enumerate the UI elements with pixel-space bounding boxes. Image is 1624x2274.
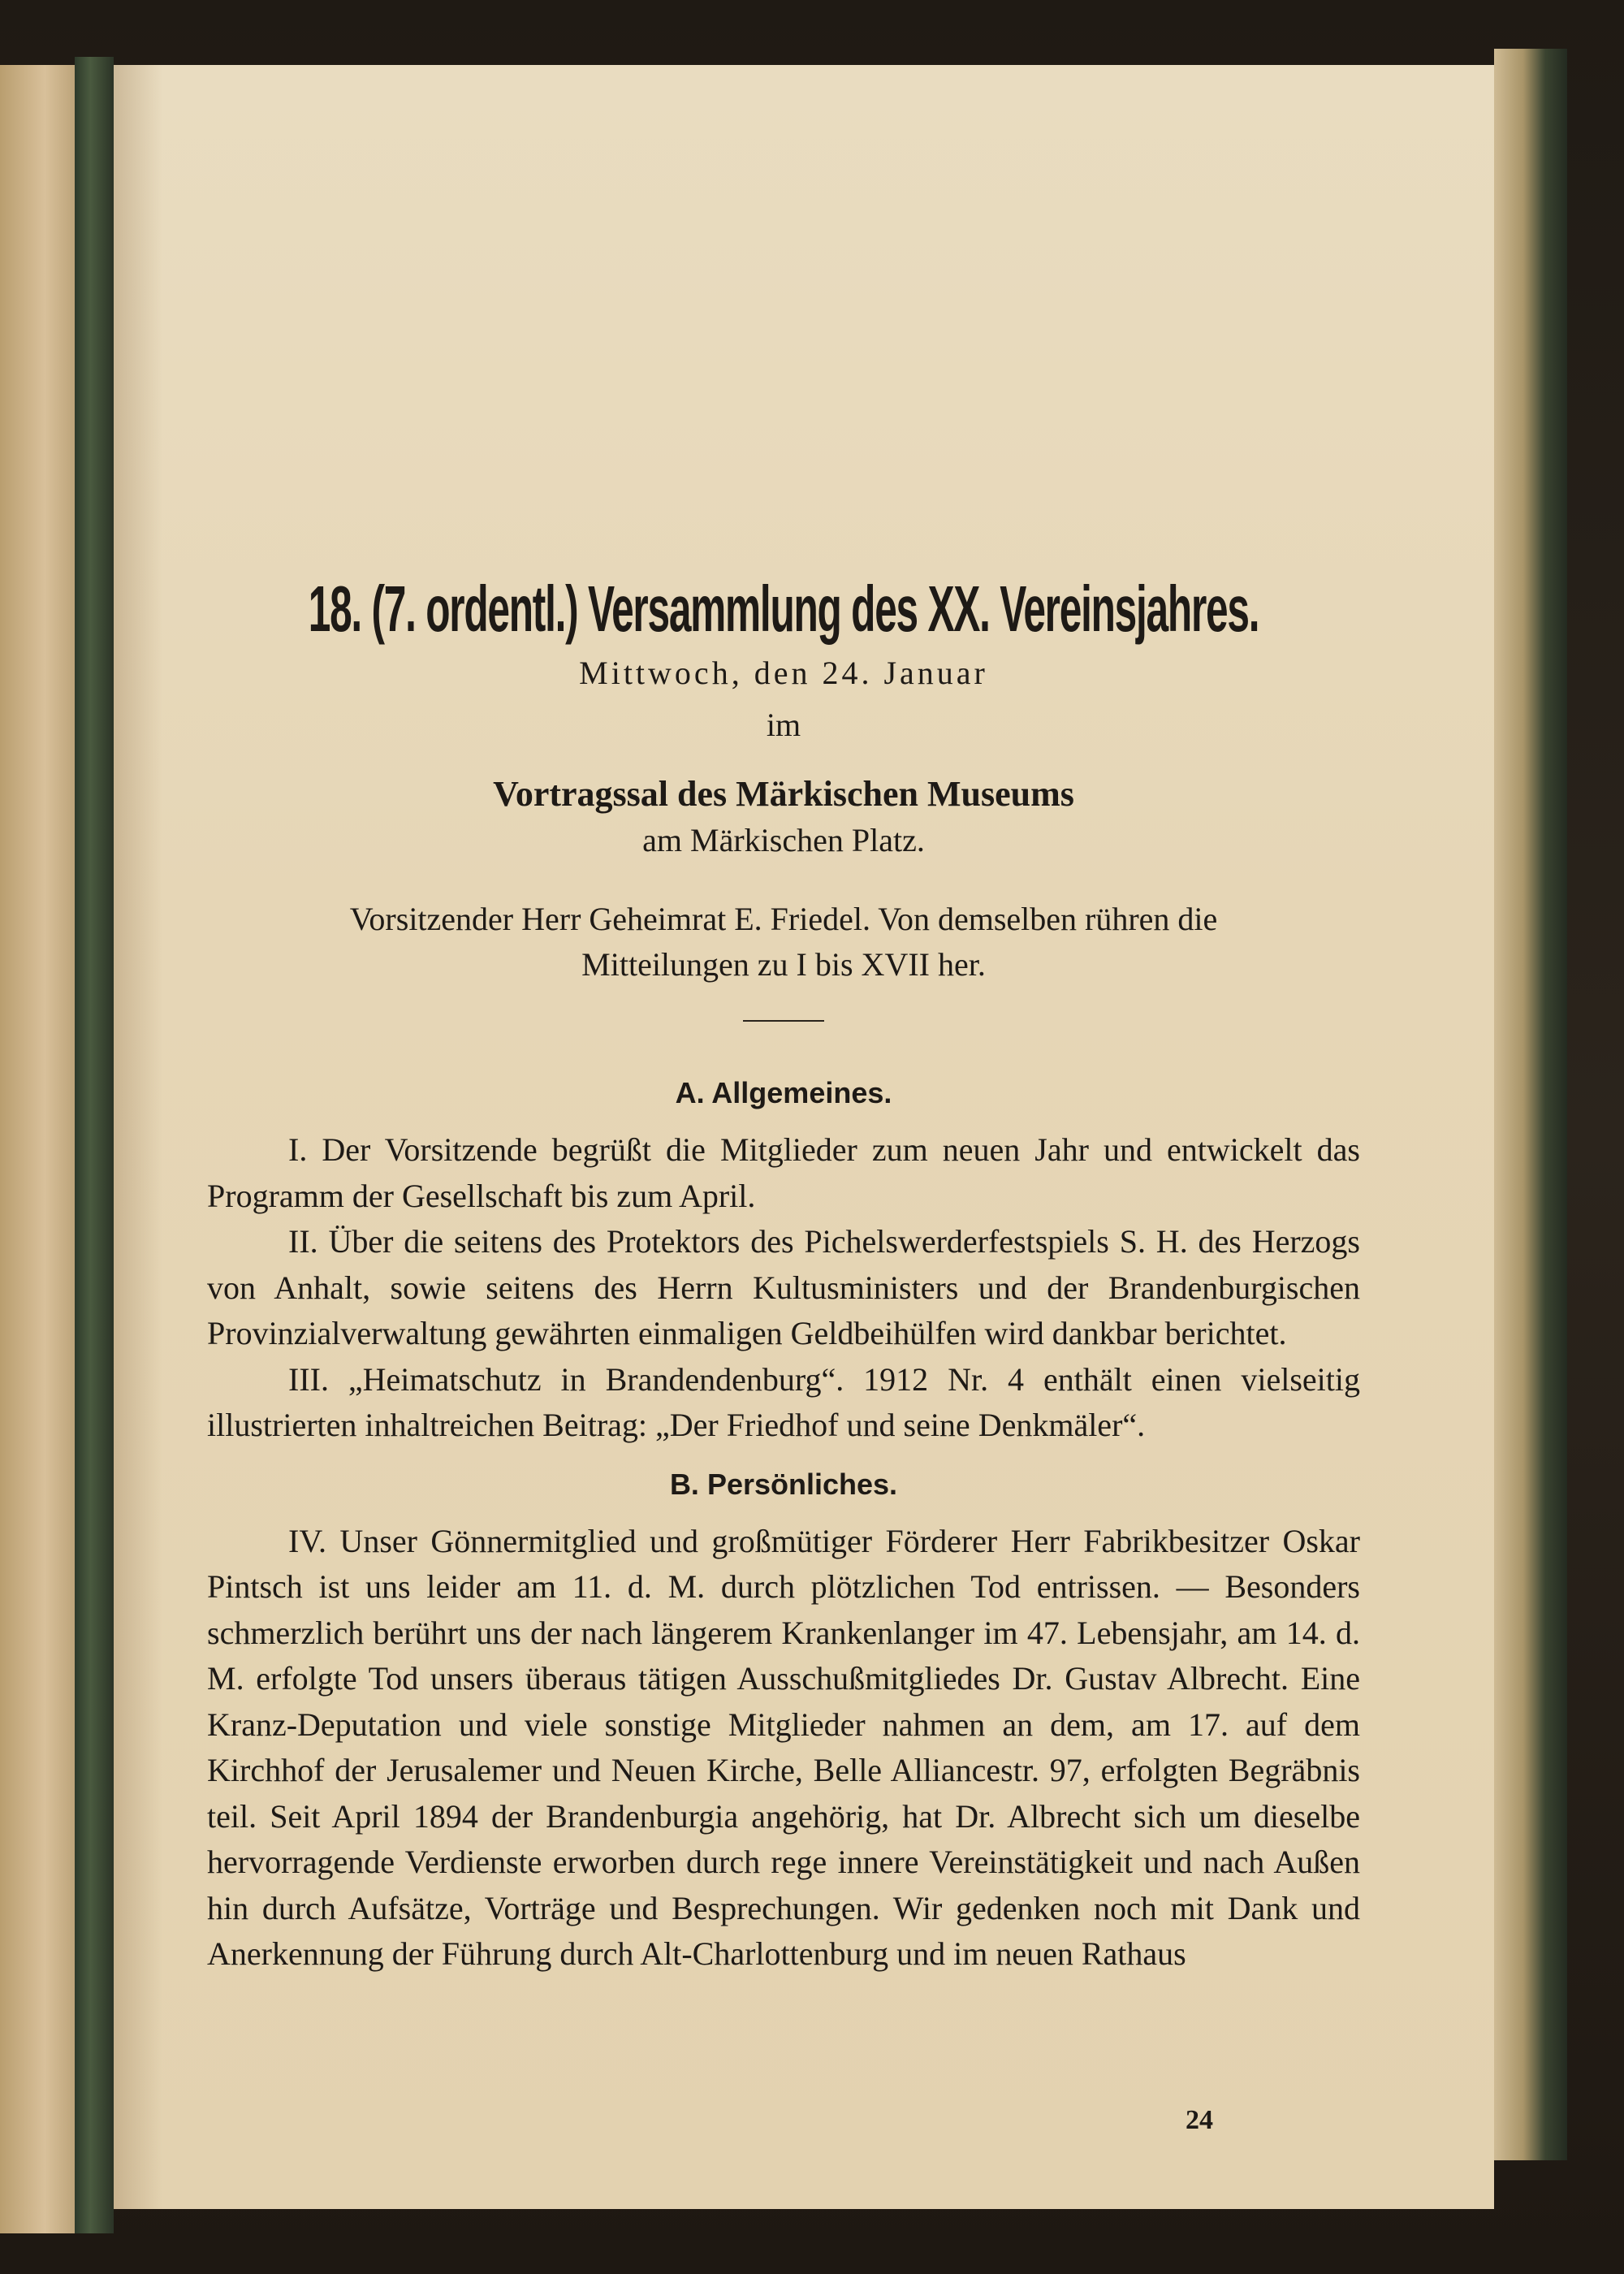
page-text (207, 568, 1360, 1978)
book-binding (75, 57, 114, 2233)
im-line: im (766, 707, 801, 743)
gutter-shadow (114, 65, 162, 2209)
right-page-edge (1494, 49, 1567, 2160)
left-page-edge (0, 65, 75, 2233)
section-heading-b: B. Persönliches. (669, 1467, 898, 1501)
paragraph-3: III. „Heimatschutz in Brandendenburg“. 1912 Nr. 4 enthält einen vielseitig illustrierten inhaltreichen Beitrag: „Der Friedhof und seine Denkmäler“. (207, 1360, 1360, 1443)
date-line: Mittwoch, den 24. Januar (579, 655, 988, 691)
chair-line-2: Mitteilungen zu I bis XVII her. (581, 946, 986, 983)
paragraph-2: II. Über die seitens des Protektors des Pichelswerderfestspiels S. H. des Herzogs von Anhalt, sowie seitens des Herrn Kultusministers und der Brandenburgischen Provinzialverwaltung gewährten einmaligen Geldbeihülfen wird dankbar berichtet. (207, 1223, 1360, 1351)
venue-line: Vortragssal des Märkischen Museums (493, 774, 1074, 814)
meeting-heading: 18. (7. ordentl.) Versammlung des XX. Vereinsjahres. (308, 573, 1259, 645)
venue-place-line: am Märkischen Platz. (642, 822, 925, 858)
paragraph-4: IV. Unser Gönnermitglied und großmütiger Förderer Herr Fabrikbesitzer Oskar Pintsch ist uns leider am 11. d. M. durch plötzlichen Tod entrissen. — Besonders schmerzlich berührt uns der nach längerem Krankenlanger im 47. Lebensjahr, am 14. d. M. erfolgte Tod unsers überaus tätigen Ausschußmitgliedes Dr. Gustav Albrecht. Eine Kranz-Deputation und viele sonstige Mitglieder nahmen an dem, am 17. auf dem Kirchhof der Jerusalemer und Neuen Kirche, Belle Alliancestr. 97, erfolgten Begräbnis teil. Seit April 1894 der Brandenburgia angehörig, hat Dr. Albrecht sich um dieselbe hervorragende Verdienste erworben durch rege innere Vereinstätigkeit und nach Außen hin durch Aufsätze, Vorträge und Besprechungen. Wir gedenken noch mit Dank und Anerkennung der Führung durch Alt-Charlottenburg und im neuen Rathaus (207, 1522, 1360, 1972)
signature-mark: 24 (1186, 2105, 1213, 2135)
section-heading-a: A. Allgemeines. (675, 1076, 892, 1109)
divider-rule (743, 1020, 824, 1022)
chair-line-1: Vorsitzender Herr Geheimrat E. Friedel. Von demselben rühren die (349, 901, 1218, 937)
paragraph-1: I. Der Vorsitzende begrüßt die Mitglieder zum neuen Jahr und entwickelt das Programm der Gesellschaft bis zum April. (207, 1131, 1360, 1214)
